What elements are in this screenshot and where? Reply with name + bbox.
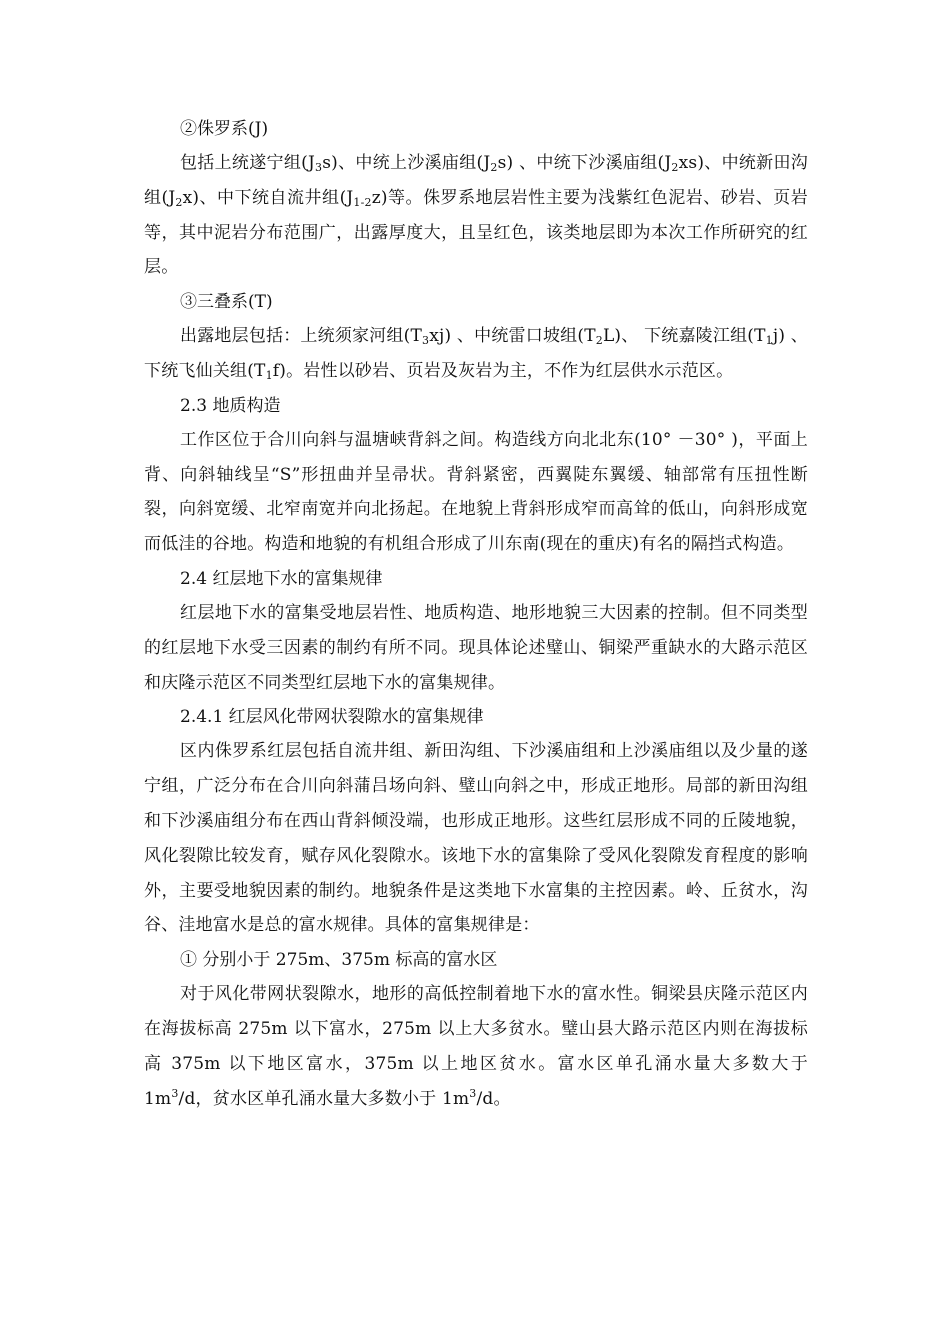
- section-heading: ②侏罗系(J): [180, 119, 269, 139]
- subscript: 1: [265, 368, 273, 382]
- text-run: f)。岩性以砂岩、页岩及灰岩为主，不作为红层供水示范区。: [272, 360, 734, 381]
- text-run: 出露地层包括：上统须家河组(T: [180, 326, 423, 347]
- text-run: /d。: [476, 1088, 511, 1109]
- subscript: 2: [175, 195, 183, 209]
- text-run: j) 、下统飞仙关组(T: [144, 326, 808, 381]
- text-run: 区内侏罗系红层包括自流井组、新田沟组、下沙溪庙组和上沙溪庙组以及少量的遂宁组，广泛分布在合川向斜蒲吕场向斜、璧山向斜之中，形成正地形。局部的新田沟组和下沙溪庙组分布在西山背斜倾没端，也形成正地形。这些红层形成不同的丘陵地貌，风化裂隙比较发育，赋存风化裂隙水。该地下水的富集除了受风化裂隙发育程度的影响外，主要受地貌因素的制约。地貌条件是这类地下水富集的主控因素。岭、丘贫水，沟谷、洼地富水是总的富水规律。具体的富集规律是：: [144, 741, 808, 936]
- document-body: [144, 112, 808, 1116]
- body-paragraph: [144, 423, 808, 562]
- text-run: z)等。侏罗系地层岩性主要为浅紫红色泥岩、砂岩、页岩等，其中泥岩分布范围广，出露厚度大，且呈红色，该类地层即为本次工作所研究的红层。: [144, 187, 808, 278]
- body-paragraph: [144, 977, 808, 1116]
- body-paragraph: [144, 734, 808, 943]
- subscript: 1-2: [353, 195, 372, 209]
- subscript: 2: [671, 161, 679, 174]
- subscript: 1: [765, 334, 773, 348]
- body-paragraph: [144, 319, 808, 389]
- superscript: 3: [171, 1086, 179, 1100]
- text-run: L)、 下统嘉陵江组(T: [602, 326, 766, 347]
- subscript: 3: [422, 334, 430, 348]
- text-run: s) 、中统下沙溪庙组(J: [497, 153, 672, 173]
- section-heading: ① 分别小于 275m、375m 标高的富水区: [180, 950, 498, 971]
- section-heading: 2.3 地质构造: [180, 395, 281, 416]
- text-run: 红层地下水的富集受地层岩性、地质构造、地形地貌三大因素的控制。但不同类型的红层地下水受三因素的制约有所不同。现具体论述璧山、铜梁严重缺水的大路示范区和庆隆示范区不同类型红层地下水的富集规律。: [144, 602, 808, 693]
- subscript: 2: [595, 334, 603, 348]
- superscript: 3: [469, 1086, 477, 1100]
- text-run: 包括上统遂宁组(J: [180, 153, 316, 173]
- text-run: /d，贫水区单孔涌水量大多数小于 1m: [178, 1088, 470, 1109]
- text-run: xj) 、中统雷口坡组(T: [429, 326, 596, 347]
- text-run: xs)、中统新田沟组(J: [144, 153, 809, 208]
- subscript: 3: [315, 161, 323, 174]
- text-run: 工作区位于合川向斜与温塘峡背斜之间。构造线方向北北东(10° －30° )，平面上背、向斜轴线呈“S”形扭曲并呈帚状。背斜紧密，西翼陡东翼缓、轴部常有压扭性断裂，向斜宽缓、北窄南宽并向北扬起。在地貌上背斜形成窄而高耸的低山，向斜形成宽而低洼的谷地。构造和地貌的有机组合形成了川东南(现在的重庆)有名的隔挡式构造。: [144, 429, 808, 555]
- text-run: x)、中下统自流井组(J: [182, 187, 354, 208]
- body-paragraph: [144, 596, 808, 700]
- body-paragraph: [144, 146, 808, 285]
- text-run: 对于风化带网状裂隙水，地形的高低控制着地下水的富水性。铜梁县庆隆示范区内在海拔标高 275m 以下富水，275m 以上大多贫水。璧山县大路示范区内则在海拔标高 375m 以下地区富水，375m 以上地区贫水。富水区单孔涌水量大多数大于 1m: [144, 984, 808, 1109]
- section-heading: 2.4 红层地下水的富集规律: [180, 568, 383, 589]
- subscript: 2: [490, 161, 498, 174]
- text-run: s)、中统上沙溪庙组(J: [322, 153, 491, 173]
- section-heading: ③三叠系(T): [180, 292, 273, 313]
- section-heading: 2.4.1 红层风化带网状裂隙水的富集规律: [180, 707, 484, 728]
